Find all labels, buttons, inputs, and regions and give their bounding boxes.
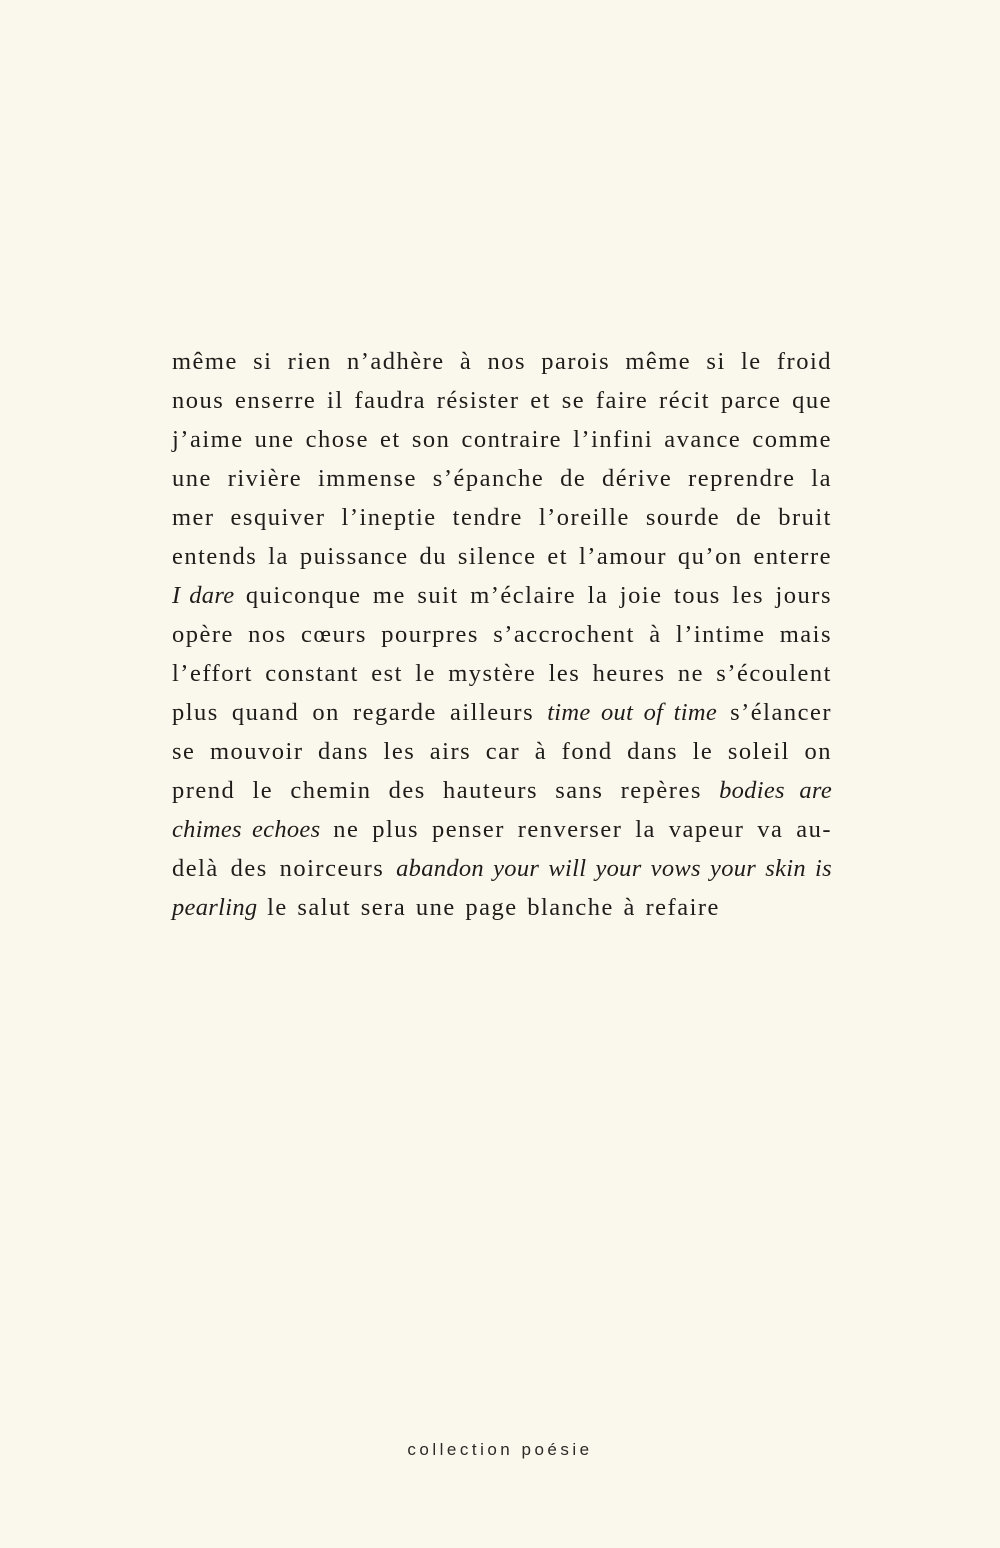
poem-segment: le salut sera une page blanche à refaire [257,894,720,921]
collection-label: collection poésie [407,1440,593,1459]
poem-segment-italic: bodies are chimes echoes [172,777,832,843]
poem-segment: ne plus penser renverser la vapeur va au-delà des noirceurs [172,816,832,882]
poem-segment-italic: I dare [172,582,235,609]
poem-segment-italic: time out of time [547,699,717,726]
poem-segment: s’élancer se mouvoir dans les airs car à fond dans le soleil on prend le chemin des hauteurs sans repères [172,699,832,804]
poem-segment: même si rien n’adhère à nos parois même si le froid nous enserre il faudra résister et se faire récit parce que j’aime une chose et son contraire l’infini avance comme une rivière immense s’épanche de dérive reprendre la mer esquiver l’ineptie tendre l’oreille sourde de bruit entends la puissance du silence et l’amour qu’on enterre [172,348,832,570]
poem-text [172,342,832,927]
poem-segment: quiconque me suit m’éclaire la joie tous les jours opère nos cœurs pourpres s’accrochent à l’intime mais l’effort constant est le mystère les heures ne s’écoulent plus quand on regarde ailleurs [172,582,832,726]
poem-segment-italic: abandon your will your vows your skin is pearling [172,855,832,921]
